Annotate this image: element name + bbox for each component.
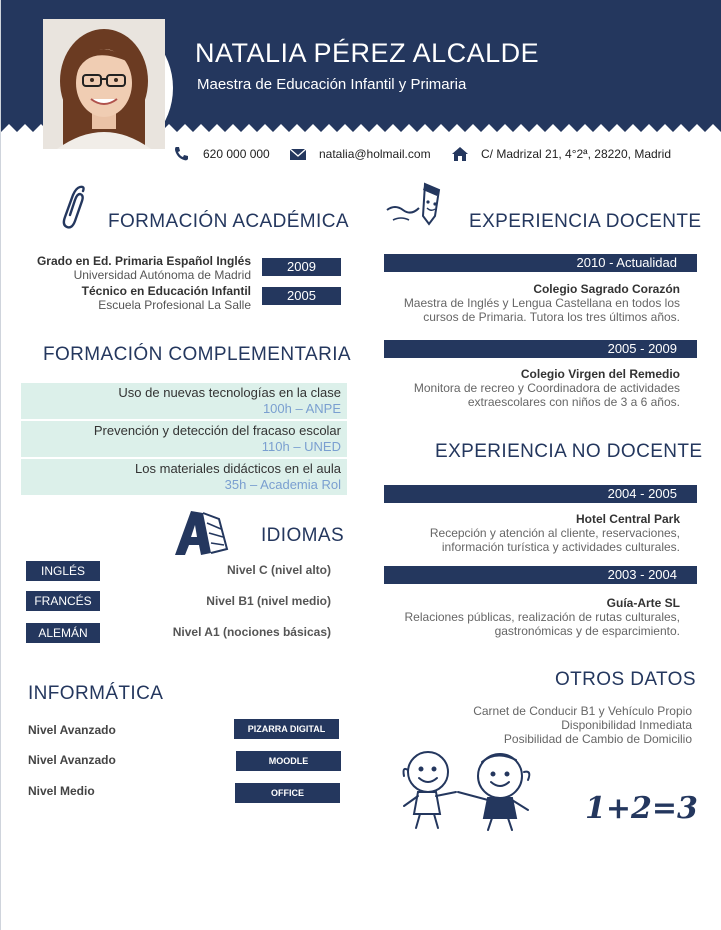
other-item: Posibilidad de Cambio de Domicilio: [503, 732, 692, 746]
it-level: Nivel Medio: [28, 784, 95, 798]
education-item: [21, 284, 251, 312]
candidate-name: NATALIA PÉREZ ALCALDE: [195, 38, 540, 68]
language-tag: FRANCÉS: [26, 591, 100, 611]
experiencia-no-docente-title: EXPERIENCIA NO DOCENTE: [435, 441, 703, 462]
other-item: Carnet de Conducir B1 y Vehículo Propio: [473, 704, 692, 718]
job-desc-line: información turística y actividades culturales.: [441, 540, 680, 554]
period-bar: 2005 - 2009: [384, 340, 697, 358]
job-desc-line: gastronómicas y de esparcimiento.: [494, 624, 680, 638]
formacion-complementaria-title: FORMACIÓN COMPLEMENTARIA: [43, 344, 351, 365]
profile-photo: [43, 19, 173, 157]
contact-email[interactable]: [289, 146, 431, 162]
home-icon: [451, 146, 469, 162]
contact-phone[interactable]: [173, 146, 270, 162]
otros-datos-title: OTROS DATOS: [555, 669, 696, 690]
other-item: Disponibilidad Inmediata: [561, 718, 692, 732]
course-title: Uso de nuevas tecnologías en la clase: [118, 385, 341, 400]
phone-icon: [173, 146, 191, 162]
language-level: Nivel B1 (nivel medio): [206, 594, 331, 608]
job-desc-line: cursos de Primaria. Tutora los tres últimos años.: [423, 310, 680, 324]
email-text: natalia@holmail.com: [319, 147, 431, 161]
paperclip-icon: [61, 185, 91, 231]
course-detail: 100h – ANPE: [262, 401, 341, 416]
job-desc-line: extraescolares con niños de 3 a 6 años.: [467, 395, 680, 409]
it-level: Nivel Avanzado: [28, 723, 116, 737]
degree-school: Escuela Profesional La Salle: [98, 298, 251, 312]
it-tool-tag: MOODLE: [236, 751, 341, 771]
job-place: Hotel Central Park: [575, 512, 680, 526]
language-level: Nivel A1 (nociones básicas): [172, 625, 331, 639]
education-item: [21, 254, 251, 282]
contact-address: [451, 146, 671, 162]
period-bar: 2003 - 2004: [384, 566, 697, 584]
degree-title: Técnico en Educación Infantil: [81, 284, 251, 298]
experiencia-docente-title: EXPERIENCIA DOCENTE: [469, 211, 702, 232]
phone-text: 620 000 000: [203, 147, 270, 161]
language-tag: INGLÉS: [26, 561, 100, 581]
job-place: Guía-Arte SL: [606, 596, 680, 610]
math-doodle-text: 1+2=3: [585, 791, 698, 826]
job-desc-line: Relaciones públicas, realización de rutas culturales,: [404, 610, 680, 624]
course-item: [21, 383, 347, 419]
job-item: [384, 512, 680, 554]
letter-a-doodle-icon: [171, 505, 231, 560]
candidate-role: Maestra de Educación Infantil y Primaria: [197, 76, 467, 93]
math-doodle: [581, 782, 698, 832]
envelope-icon: [289, 146, 307, 162]
it-tool-tag: PIZARRA DIGITAL: [234, 719, 339, 739]
children-doodle-icon: [396, 748, 546, 833]
informatica-title: INFORMÁTICA: [28, 683, 164, 704]
course-detail: 110h – UNED: [261, 439, 341, 454]
degree-school: Universidad Autónoma de Madrid: [73, 268, 251, 282]
course-title: Prevención y detección del fracaso escolar: [93, 423, 341, 438]
it-tool-tag: OFFICE: [235, 783, 340, 803]
job-item: [384, 596, 680, 638]
course-item: [21, 421, 347, 457]
language-level: Nivel C (nivel alto): [226, 563, 331, 577]
portrait-illustration: [43, 19, 165, 149]
degree-year-badge: 2005: [262, 287, 341, 305]
pencil-doodle-icon: [385, 180, 455, 228]
degree-year-badge: 2009: [262, 258, 341, 276]
language-tag: ALEMÁN: [26, 623, 100, 643]
course-title: Los materiales didácticos en el aula: [135, 461, 341, 476]
it-level: Nivel Avanzado: [28, 753, 116, 767]
job-item: [384, 282, 680, 324]
idiomas-title: IDIOMAS: [261, 525, 345, 546]
formacion-academica-title: FORMACIÓN ACADÉMICA: [108, 211, 349, 232]
degree-title: Grado en Ed. Primaria Español Inglés: [36, 254, 251, 268]
header-banner: [1, 0, 721, 142]
course-item: [21, 459, 347, 495]
job-item: [384, 367, 680, 409]
job-place: Colegio Virgen del Remedio: [520, 367, 680, 381]
job-desc-line: Recepción y atención al cliente, reservaciones,: [429, 526, 680, 540]
address-text: C/ Madrizal 21, 4°2ª, 28220, Madrid: [481, 147, 672, 161]
period-bar: 2004 - 2005: [384, 485, 697, 503]
job-place: Colegio Sagrado Corazón: [533, 282, 680, 296]
job-desc-line: Monitora de recreo y Coordinadora de actividades: [413, 381, 680, 395]
period-bar: 2010 - Actualidad: [384, 254, 697, 272]
course-detail: 35h – Academia Rol: [224, 477, 341, 492]
job-desc-line: Maestra de Inglés y Lengua Castellana en todos los: [403, 296, 680, 310]
